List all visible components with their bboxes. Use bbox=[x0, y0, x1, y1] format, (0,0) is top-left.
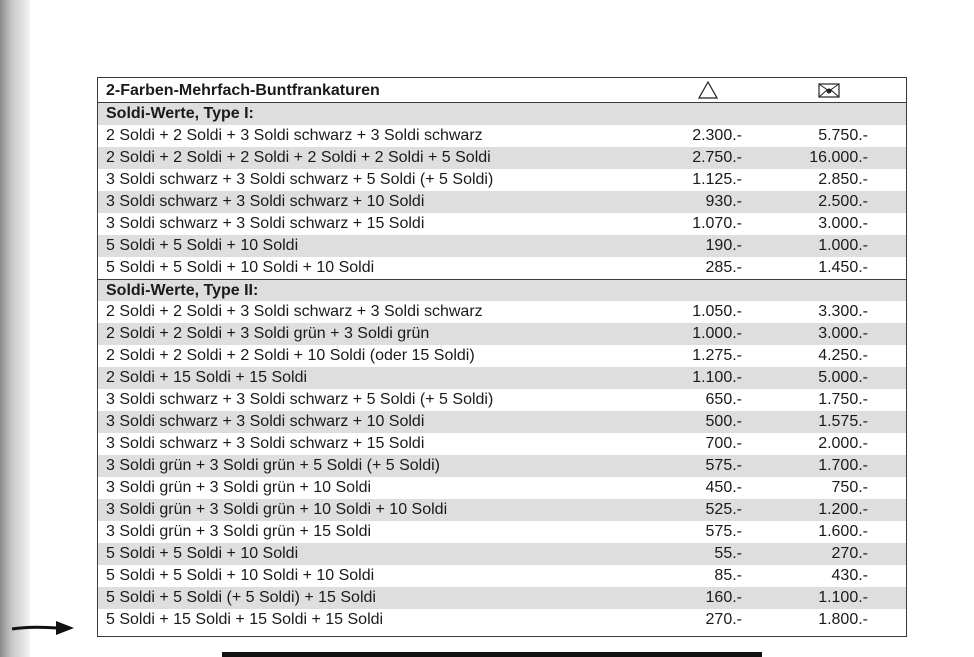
price-value-triangle: 1.070.- bbox=[692, 215, 742, 232]
row-label: 3 Soldi schwarz + 3 Soldi schwarz + 10 Soldi bbox=[106, 193, 425, 210]
price-value-envelope: 430.- bbox=[831, 567, 868, 584]
table-row bbox=[98, 565, 906, 587]
row-label: 5 Soldi + 5 Soldi + 10 Soldi bbox=[106, 545, 299, 562]
row-label: 2 Soldi + 2 Soldi + 3 Soldi schwarz + 3 Soldi schwarz bbox=[106, 127, 483, 144]
price-value-envelope: 750.- bbox=[831, 479, 868, 496]
table-row bbox=[98, 125, 906, 147]
price-value-triangle: 2.300.- bbox=[692, 127, 742, 144]
price-value-envelope: 2.500.- bbox=[818, 193, 868, 210]
row-label: 5 Soldi + 5 Soldi + 10 Soldi + 10 Soldi bbox=[106, 259, 375, 276]
price-value-envelope: 3.000.- bbox=[818, 215, 868, 232]
price-value-envelope: 3.000.- bbox=[818, 325, 868, 342]
table-row bbox=[98, 323, 906, 345]
price-value-envelope: 1.200.- bbox=[818, 501, 868, 518]
price-value-envelope: 1.800.- bbox=[818, 611, 868, 628]
price-table bbox=[97, 77, 907, 637]
row-label: 2 Soldi + 2 Soldi + 3 Soldi grün + 3 Soldi grün bbox=[106, 325, 430, 342]
price-value-envelope: 1.750.- bbox=[818, 391, 868, 408]
section-heading: Soldi-Werte, Type II: bbox=[106, 282, 259, 299]
price-value-envelope: 270.- bbox=[831, 545, 868, 562]
table-row bbox=[98, 301, 906, 323]
triangle-icon bbox=[698, 81, 718, 104]
price-value-triangle: 1.125.- bbox=[692, 171, 742, 188]
price-value-triangle: 525.- bbox=[705, 501, 742, 518]
table-row bbox=[98, 257, 906, 279]
row-label: 3 Soldi schwarz + 3 Soldi schwarz + 15 Soldi bbox=[106, 215, 425, 232]
section-heading: Soldi-Werte, Type I: bbox=[106, 105, 254, 122]
table-row bbox=[98, 609, 906, 631]
table-row bbox=[98, 191, 906, 213]
price-value-triangle: 160.- bbox=[705, 589, 742, 606]
price-value-triangle: 1.000.- bbox=[692, 325, 742, 342]
price-value-envelope: 16.000.- bbox=[809, 149, 868, 166]
table-row bbox=[98, 411, 906, 433]
price-value-envelope: 1.700.- bbox=[818, 457, 868, 474]
envelope-icon bbox=[818, 83, 840, 103]
price-value-envelope: 3.300.- bbox=[818, 303, 868, 320]
price-value-triangle: 55.- bbox=[714, 545, 742, 562]
table-row bbox=[98, 499, 906, 521]
table-row bbox=[98, 521, 906, 543]
price-value-triangle: 1.275.- bbox=[692, 347, 742, 364]
page-edge-shadow bbox=[0, 0, 30, 657]
table-row bbox=[98, 455, 906, 477]
row-label: 3 Soldi schwarz + 3 Soldi schwarz + 10 Soldi bbox=[106, 413, 425, 430]
table-row bbox=[98, 213, 906, 235]
table-title: 2-Farben-Mehrfach-Buntfrankaturen bbox=[106, 82, 380, 99]
price-value-triangle: 930.- bbox=[705, 193, 742, 210]
row-label: 2 Soldi + 2 Soldi + 2 Soldi + 2 Soldi + 2 Soldi + 5 Soldi bbox=[106, 149, 491, 166]
price-value-triangle: 650.- bbox=[705, 391, 742, 408]
price-value-triangle: 700.- bbox=[705, 435, 742, 452]
pointing-arrow-icon bbox=[10, 618, 76, 643]
row-label: 5 Soldi + 5 Soldi + 10 Soldi bbox=[106, 237, 299, 254]
price-value-triangle: 285.- bbox=[705, 259, 742, 276]
price-value-triangle: 575.- bbox=[705, 523, 742, 540]
price-value-envelope: 1.100.- bbox=[818, 589, 868, 606]
row-label: 3 Soldi grün + 3 Soldi grün + 10 Soldi + 10 Soldi bbox=[106, 501, 448, 518]
price-value-triangle: 450.- bbox=[705, 479, 742, 496]
price-value-triangle: 2.750.- bbox=[692, 149, 742, 166]
price-value-triangle: 1.050.- bbox=[692, 303, 742, 320]
price-value-envelope: 1.575.- bbox=[818, 413, 868, 430]
table-row bbox=[98, 477, 906, 499]
row-label: 5 Soldi + 5 Soldi (+ 5 Soldi) + 15 Soldi bbox=[106, 589, 376, 606]
row-label: 3 Soldi grün + 3 Soldi grün + 10 Soldi bbox=[106, 479, 372, 496]
row-label: 5 Soldi + 15 Soldi + 15 Soldi + 15 Soldi bbox=[106, 611, 384, 628]
table-row bbox=[98, 169, 906, 191]
price-value-envelope: 5.000.- bbox=[818, 369, 868, 386]
table-row bbox=[98, 389, 906, 411]
row-label: 3 Soldi schwarz + 3 Soldi schwarz + 5 Soldi (+ 5 Soldi) bbox=[106, 391, 494, 408]
table-row bbox=[98, 433, 906, 455]
table-row bbox=[98, 345, 906, 367]
row-label: 5 Soldi + 5 Soldi + 10 Soldi + 10 Soldi bbox=[106, 567, 375, 584]
table-row bbox=[98, 587, 906, 609]
table-row bbox=[98, 367, 906, 389]
row-label: 3 Soldi grün + 3 Soldi grün + 5 Soldi (+ 5 Soldi) bbox=[106, 457, 440, 474]
section-heading-row bbox=[98, 279, 906, 301]
price-value-envelope: 4.250.- bbox=[818, 347, 868, 364]
price-value-triangle: 575.- bbox=[705, 457, 742, 474]
row-label: 3 Soldi schwarz + 3 Soldi schwarz + 15 Soldi bbox=[106, 435, 425, 452]
row-label: 3 Soldi grün + 3 Soldi grün + 15 Soldi bbox=[106, 523, 372, 540]
price-value-envelope: 5.750.- bbox=[818, 127, 868, 144]
price-value-envelope: 2.850.- bbox=[818, 171, 868, 188]
table-row bbox=[98, 147, 906, 169]
price-value-envelope: 1.000.- bbox=[818, 237, 868, 254]
section-heading-row bbox=[98, 103, 906, 125]
row-label: 3 Soldi schwarz + 3 Soldi schwarz + 5 Soldi (+ 5 Soldi) bbox=[106, 171, 494, 188]
row-label: 2 Soldi + 2 Soldi + 2 Soldi + 10 Soldi (oder 15 Soldi) bbox=[106, 347, 475, 364]
bottom-black-bar bbox=[222, 652, 762, 657]
price-value-envelope: 2.000.- bbox=[818, 435, 868, 452]
row-label: 2 Soldi + 2 Soldi + 3 Soldi schwarz + 3 Soldi schwarz bbox=[106, 303, 483, 320]
price-value-triangle: 1.100.- bbox=[692, 369, 742, 386]
table-row bbox=[98, 543, 906, 565]
price-value-envelope: 1.600.- bbox=[818, 523, 868, 540]
row-label: 2 Soldi + 15 Soldi + 15 Soldi bbox=[106, 369, 308, 386]
price-value-envelope: 1.450.- bbox=[818, 259, 868, 276]
table-row bbox=[98, 235, 906, 257]
price-value-triangle: 190.- bbox=[705, 237, 742, 254]
price-value-triangle: 85.- bbox=[714, 567, 742, 584]
price-value-triangle: 270.- bbox=[705, 611, 742, 628]
price-value-triangle: 500.- bbox=[705, 413, 742, 430]
table-header bbox=[98, 78, 906, 103]
